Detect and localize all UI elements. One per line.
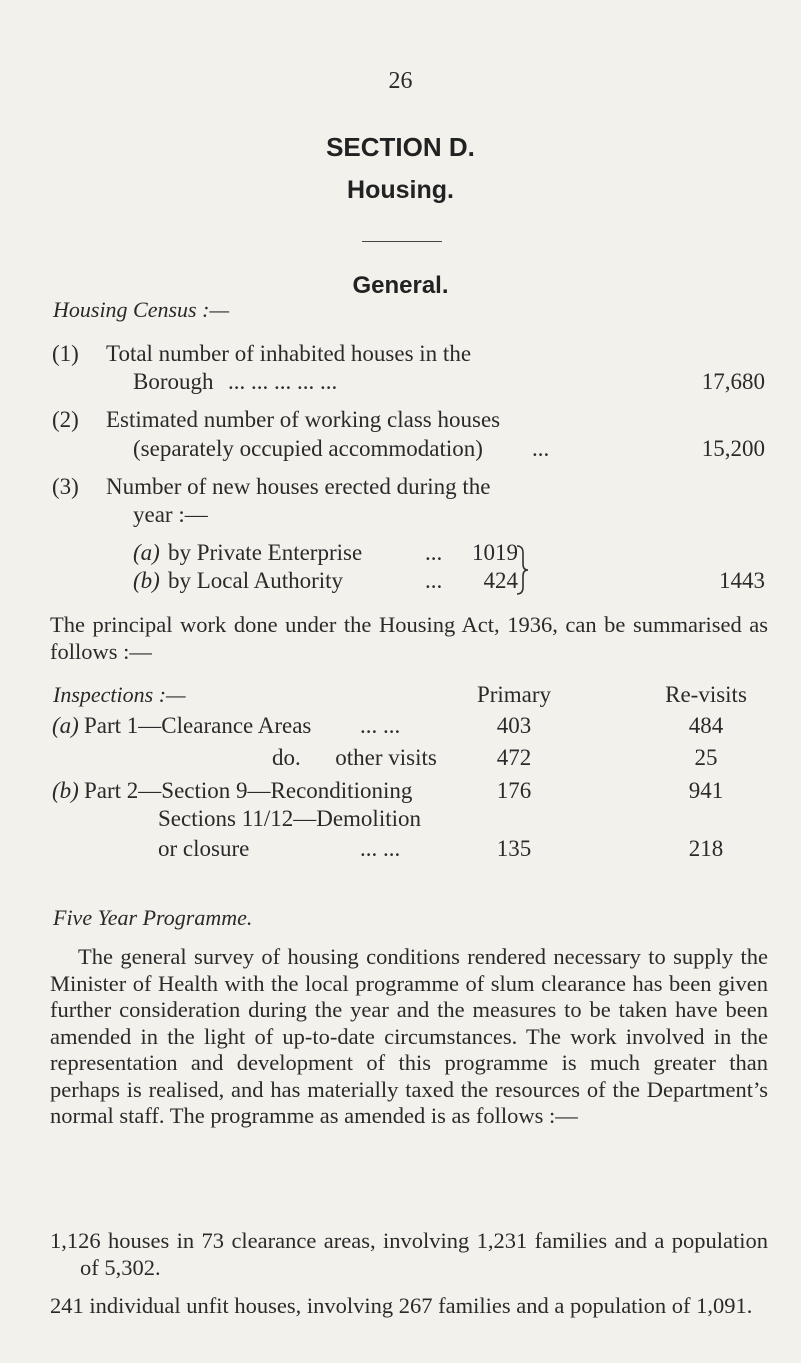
census-item-text-cont: (separately occupied accommodation): [133, 436, 483, 461]
sub-item-value: 424: [483, 568, 518, 593]
section-title: SECTION D.: [326, 132, 475, 162]
leader-dots: ... ...: [360, 836, 401, 861]
section-subtitle: Housing.: [347, 176, 454, 204]
row-revisits: 25: [694, 745, 718, 770]
census-item-number: (2): [52, 407, 79, 432]
col-header-primary: Primary: [476, 682, 552, 707]
row-label: (b): [52, 778, 79, 803]
census-item-text: Total number of inhabited houses in the: [106, 341, 472, 366]
programme-paragraph: The general survey of housing conditions rendered necessary to supply the Minister of Health with the local programme of slum clearance has been given further consideration during the year and the measures to be taken have been amended in the light of up-to-date circumstances. The work involved in the representation and development of this programme is much greater than perhaps is realised, and has materially taxed the resources of the Department’s normal staff. The programme as amended is as follows :—: [50, 944, 768, 1128]
brace-icon: [514, 544, 530, 596]
col-header-revisits: Re-visits: [665, 682, 747, 707]
row-primary: 403: [496, 713, 532, 738]
page-number: 26: [388, 68, 413, 94]
census-item-number: (1): [52, 341, 79, 366]
divider-rule: [362, 241, 442, 242]
row-text: Part 2—Section 9—Reconditioning: [84, 778, 413, 803]
inspections-heading: Inspections :—: [53, 682, 186, 707]
census-item-value: 15,200: [701, 436, 765, 461]
row-text: do. other visits: [272, 745, 437, 770]
general-heading: General.: [352, 272, 449, 299]
leader-dots: ...: [425, 568, 443, 593]
row-revisits: 218: [688, 836, 724, 861]
programme-heading: Five Year Programme.: [53, 905, 253, 930]
leader-dots: ...: [532, 436, 550, 461]
census-item-text: Estimated number of working class houses: [106, 407, 501, 432]
row-text: Sections 11/12—Demolition: [158, 806, 421, 831]
row-text: or closure: [158, 836, 250, 861]
row-primary: 176: [496, 778, 532, 803]
row-primary: 472: [496, 745, 532, 770]
census-item-text-cont: year :—: [133, 502, 208, 527]
programme-item: 241 individual unfit houses, involving 267 families and a population of 1,091.: [50, 1293, 753, 1318]
sub-item-label: (b): [133, 568, 160, 593]
census-item-value: 17,680: [701, 369, 765, 394]
row-text: Part 1—Clearance Areas: [84, 713, 312, 738]
leader-dots: ...: [425, 540, 443, 565]
census-heading: Housing Census :—: [53, 297, 230, 322]
census-item-text: Number of new houses erected during the: [106, 474, 491, 499]
row-revisits: 941: [688, 778, 724, 803]
sub-item-text: by Private Enterprise: [168, 540, 363, 565]
sub-item-label: (a): [133, 540, 160, 565]
row-primary: 135: [496, 836, 532, 861]
census-item-number: (3): [52, 474, 79, 499]
census-sub-total: 1443: [719, 568, 765, 593]
row-label: (a): [52, 713, 79, 738]
row-revisits: 484: [688, 713, 724, 738]
census-item-text-cont: Borough: [133, 369, 214, 394]
leader-dots: ... ...: [360, 713, 401, 738]
leader-dots: ... ... ... ... ...: [228, 369, 338, 394]
summary-intro: The principal work done under the Housing Act, 1936, can be summarised as follows :—: [50, 612, 768, 664]
sub-item-text: by Local Authority: [168, 568, 344, 593]
sub-item-value: 1019: [472, 540, 518, 565]
programme-item: 1,126 houses in 73 clearance areas, involving 1,231 families and a population of 5,302.: [50, 1228, 768, 1280]
